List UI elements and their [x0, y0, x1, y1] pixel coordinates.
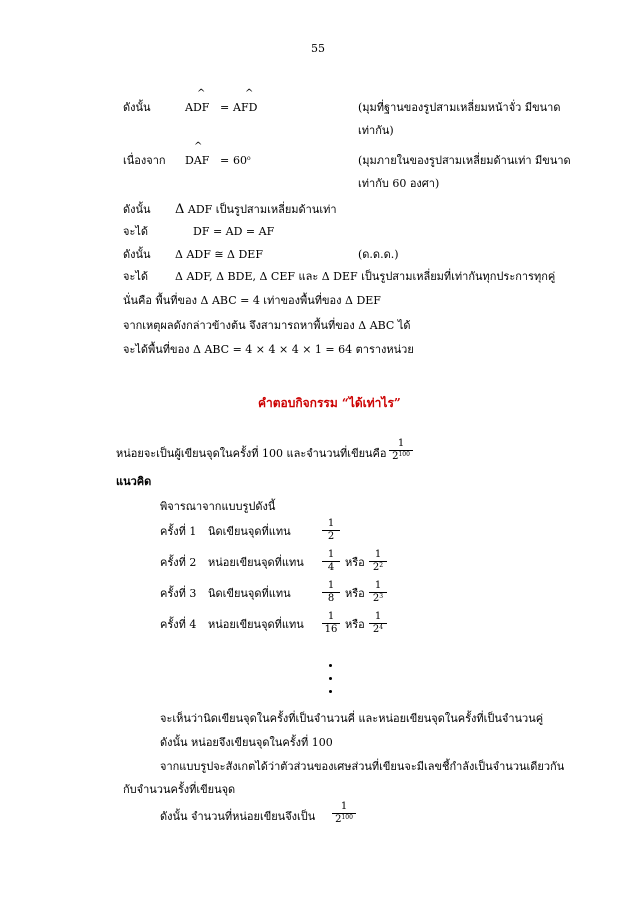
conclusion-fraction: $\frac{1}{2^{100}}$ — [332, 801, 356, 826]
proof-row1-note-cont: เท่ากัน) — [358, 124, 394, 137]
equals-sign: = — [220, 101, 230, 114]
row-writer: นิดเขียนจุดที่แทน — [208, 525, 291, 538]
ellipsis-dot — [329, 690, 332, 693]
proof-row3-text: Δ ADF เป็นรูปสามเหลี่ยมด้านเท่า — [175, 202, 337, 217]
conclusion-text: ดังนั้น จำนวนที่หน่อยเขียนจึงเป็น — [160, 810, 316, 823]
proof-row9-text: Δ ABC = 4 × 4 × 4 × 1 = 64 ตารางหน่วย — [193, 343, 414, 356]
ellipsis-dot — [329, 677, 332, 680]
proof-row1-note: (มุมที่ฐานของรูปสามเหลี่ยมหน้าจั่ว มีขนาด — [358, 101, 561, 114]
angle-adf: ADF — [185, 101, 210, 114]
proof-row5-label: ดังนั้น — [123, 248, 151, 261]
row-fraction: $\frac{1}{4}$ — [322, 549, 340, 574]
angle-hat-icon: ^ — [194, 141, 203, 152]
angle-afd: AFD — [233, 101, 258, 114]
row-writer: นิดเขียนจุดที่แทน — [208, 587, 291, 600]
ellipsis-dot — [329, 664, 332, 667]
proof-row4-label: จะได้ — [123, 225, 149, 238]
or-word: หรือ — [345, 618, 365, 631]
or-word: หรือ — [345, 556, 365, 569]
or-word: หรือ — [345, 587, 365, 600]
row-writer: หน่อยเขียนจุดที่แทน — [208, 618, 304, 631]
row-number: ครั้งที่ 3 — [160, 587, 197, 600]
page-number: 55 — [311, 42, 325, 55]
proof-row4-text: DF = AD = AF — [193, 225, 275, 238]
row-power-fraction: $\frac{1}{2^3}$ — [369, 580, 387, 605]
consider-text: พิจารณาจากแบบรูปดังนี้ — [160, 500, 276, 513]
proof-row2-label: เนื่องจาก — [123, 154, 166, 167]
proof-row3-label: ดังนั้น — [123, 203, 151, 216]
angle-hat-icon: ^ — [245, 88, 254, 99]
row-power-fraction: $\frac{1}{2^4}$ — [369, 611, 387, 636]
row-power-fraction: $\frac{1}{2^2}$ — [369, 549, 387, 574]
row-number: ครั้งที่ 2 — [160, 556, 197, 569]
row-fraction: $\frac{1}{8}$ — [322, 580, 340, 605]
paragraph-therefore: ดังนั้น หน่อยจึงเขียนจุดในครั้งที่ 100 — [160, 736, 333, 749]
proof-row2-note: (มุมภายในของรูปสามเหลี่ยมด้านเท่า มีขนาด — [358, 154, 571, 167]
equals-sign: = — [220, 154, 230, 167]
row-number: ครั้งที่ 4 — [160, 618, 197, 631]
proof-row7-text: นั่นคือ พื้นที่ของ Δ ABC = 4 เท่าของพื้นที่ของ Δ DEF — [123, 294, 381, 307]
angle-hat-icon: ^ — [197, 88, 206, 99]
section-title: คำตอบกิจกรรม “ได้เท่าไร” — [258, 396, 401, 410]
approach-label: แนวคิด — [116, 475, 152, 488]
proof-row8-text: จากเหตุผลดังกล่าวข้างต้น จึงสามารถหาพื้นที่ของ Δ ABC ได้ — [123, 319, 411, 332]
proof-row1-label: ดังนั้น — [123, 101, 151, 114]
proof-row2-note-cont: เท่ากับ 60 องศา) — [358, 177, 440, 190]
paragraph-odd-even: จะเห็นว่านิดเขียนจุดในครั้งที่เป็นจำนวนคี่ และหน่อยเขียนจุดในครั้งที่เป็นจำนวนคู่ — [160, 712, 544, 725]
angle-daf: DAF — [185, 154, 210, 167]
degree-value: 60$^o$ — [233, 154, 251, 167]
row-number: ครั้งที่ 1 — [160, 525, 197, 538]
paragraph-observation: จากแบบรูปจะสังเกตได้ว่าตัวส่วนของเศษส่วนที่เขียนจะมีเลขชี้กำลังเป็นจำนวนเดียวกัน — [160, 760, 565, 773]
row-fraction: $\frac{1}{16}$ — [322, 611, 340, 636]
proof-row5-text: Δ ADF ≅ Δ DEF — [175, 248, 263, 261]
paragraph-observation-cont: กับจำนวนครั้งที่เขียนจุด — [123, 783, 236, 796]
answer-text: หน่อยจะเป็นผู้เขียนจุดในครั้งที่ 100 และจำนวนที่เขียนคือ — [116, 447, 387, 460]
proof-row9-label: จะได้พื้นที่ของ — [123, 343, 190, 356]
answer-fraction: $\frac{1}{2^{100}}$ — [389, 438, 413, 463]
proof-row6-label: จะได้ — [123, 270, 149, 283]
proof-row6-text: Δ ADF, Δ BDE, Δ CEF และ Δ DEF เป็นรูปสามเหลี่ยมที่เท่ากันทุกประการทุกคู่ — [175, 270, 556, 283]
proof-row5-note: (ด.ด.ด.) — [358, 248, 399, 261]
row-fraction: $\frac{1}{2}$ — [322, 518, 340, 543]
row-writer: หน่อยเขียนจุดที่แทน — [208, 556, 304, 569]
